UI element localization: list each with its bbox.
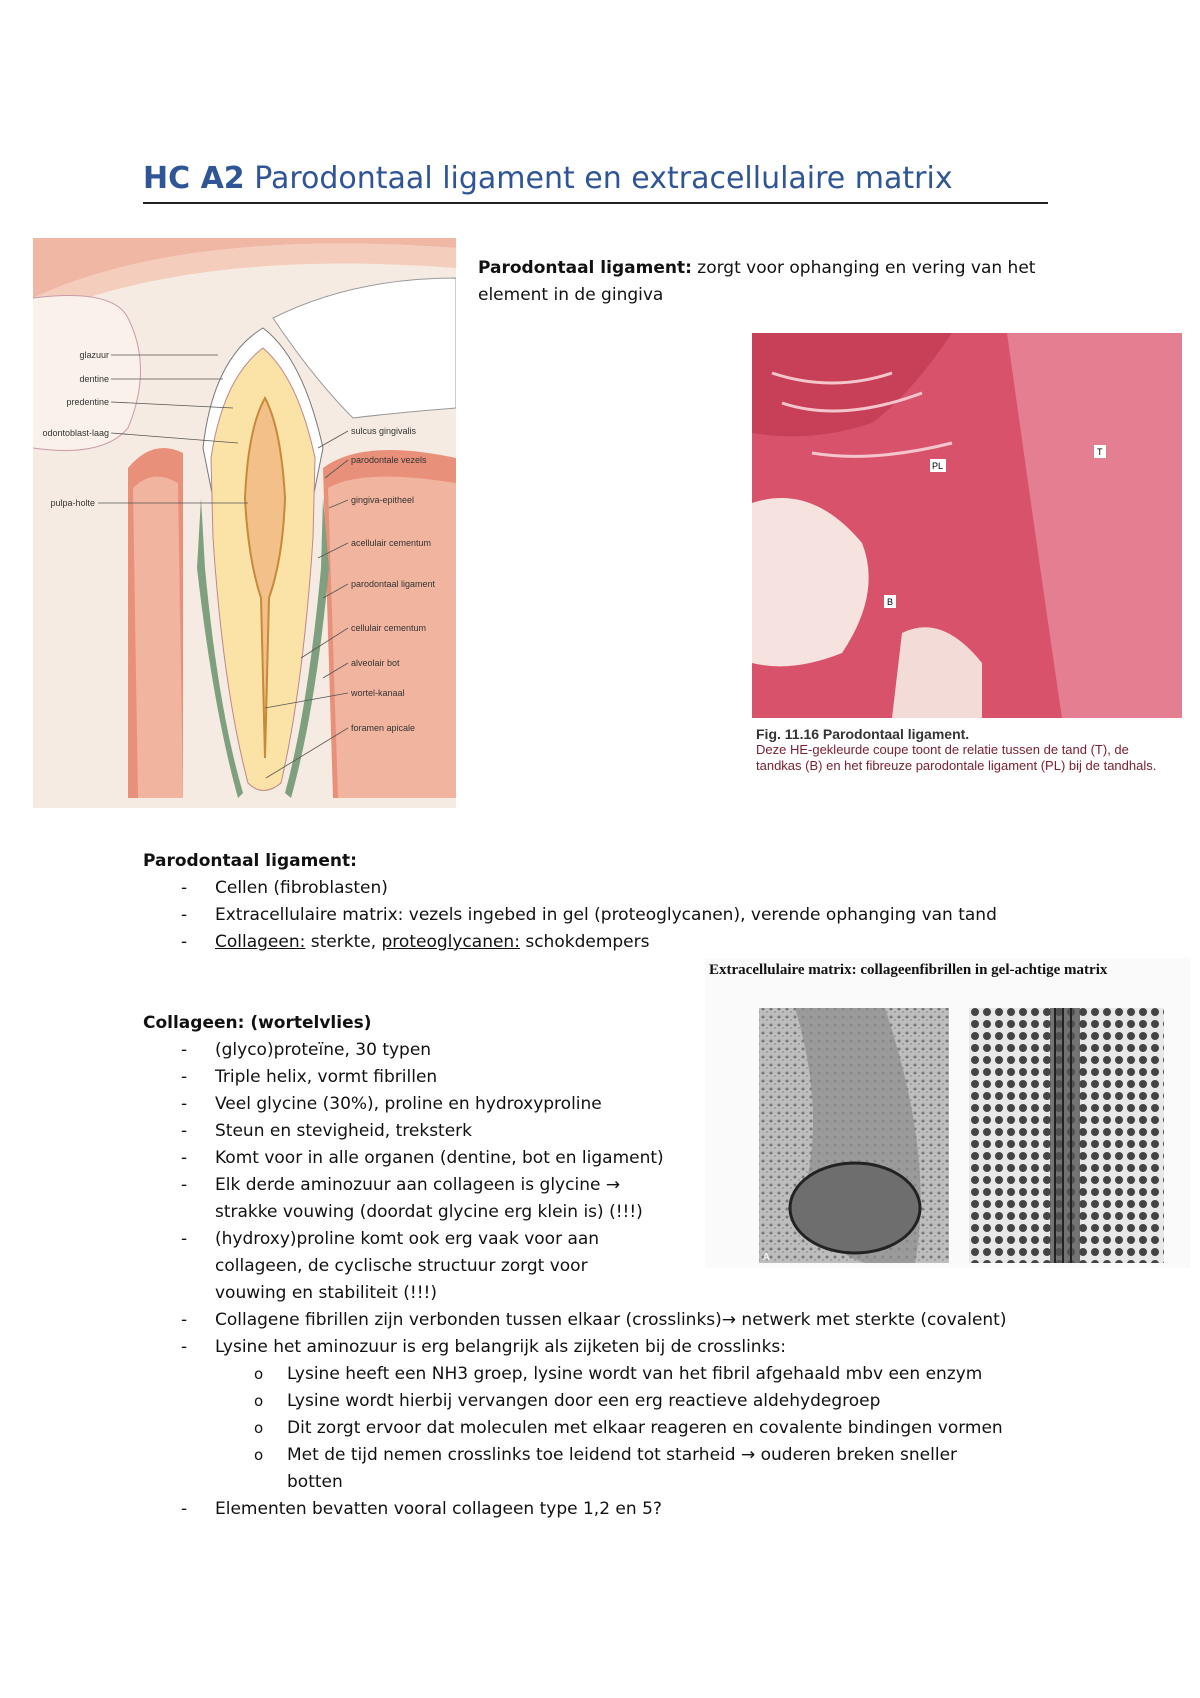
title-code: HC A2 <box>143 161 245 196</box>
list-item: - (hydroxy)proline komt ook erg vaak voor aan collageen, de cyclische structuur zorgt voor vouwing en stabiliteit (!!!) <box>143 1226 663 1307</box>
section1-heading: Parodontaal ligament: <box>143 851 357 871</box>
matrix-caption: Extracellulaire matrix: collageenfibrillen in gel-achtige matrix <box>709 962 1108 978</box>
section1-list <box>143 875 1043 956</box>
sub-list-item: o Dit zorgt ervoor dat moleculen met elkaar reageren en covalente bindingen vormen <box>143 1415 1143 1442</box>
section2-heading: Collageen: (wortelvlies) <box>143 1013 372 1033</box>
title-text: Parodontaal ligament en extracellulaire matrix <box>254 161 953 196</box>
label-gingiva-epitheel: gingiva-epitheel <box>351 495 415 505</box>
sub-list-item: o Met de tijd nemen crosslinks toe leidend tot starheid → ouderen breken sneller botten <box>143 1442 977 1496</box>
label-pulpaholte: pulpa-holte <box>50 498 95 508</box>
list-item: - Elementen bevatten vooral collageen type 1,2 en 5? <box>143 1496 1143 1523</box>
crosslink-sublist <box>215 1361 1143 1496</box>
list-item: - Steun en stevigheid, treksterk <box>143 1118 1143 1145</box>
label-glazuur: glazuur <box>79 350 109 360</box>
label-odontoblastlaag: odontoblast-laag <box>42 428 109 438</box>
section-collageen <box>143 1010 1143 1523</box>
intro-term: Parodontaal ligament: <box>478 258 692 278</box>
list-item: - Extracellulaire matrix: vezels ingebed in gel (proteoglycanen), verende ophanging van tand <box>143 902 1043 929</box>
histology-figure <box>752 333 1182 808</box>
underline-proteoglycanen: proteoglycanen: <box>381 932 520 952</box>
label-foramen-apicale: foramen apicale <box>351 723 416 733</box>
intro-paragraph <box>478 255 1048 309</box>
list-item: - Collageen: sterkte, proteoglycanen: schokdempers <box>143 929 1043 956</box>
list-item: - Elk derde aminozuur aan collageen is glycine → strakke vouwing (doordat glycine erg klein is) (!!!) <box>143 1172 663 1226</box>
histology-photo <box>752 333 1182 718</box>
list-item: - Komt voor in alle organen (dentine, bot en ligament) <box>143 1145 1143 1172</box>
histo-label-pl: PL <box>932 461 944 471</box>
histo-label-b: B <box>887 597 894 607</box>
list-item: - Lysine het aminozuur is erg belangrijk als zijketen bij de crosslinks: o Lysine heeft een NH3 groep, lysine wordt van het fibril afgehaald mbv een enzym o Lysine wordt hierbij vervangen door een erg reactieve aldehydegroep o Dit zorgt ervoor dat moleculen met elkaar reageren en covalente bindingen vormen o Met de tijd nemen crosslinks toe leidend tot starheid → ouderen breken sneller botten <box>143 1334 1143 1496</box>
section-parodontaal-ligament <box>143 848 1043 956</box>
underline-collageen: Collageen: <box>215 932 306 952</box>
label-dentine: dentine <box>79 374 109 384</box>
histo-label-t: T <box>1097 447 1103 457</box>
list-item: - Veel glycine (30%), proline en hydroxyproline <box>143 1091 1143 1118</box>
label-wortelkanaal: wortel-kanaal <box>351 688 405 698</box>
label-sulcus-gingivalis: sulcus gingivalis <box>351 426 417 436</box>
matrix-label-a: A <box>763 1252 770 1263</box>
label-alveolair-bot: alveolair bot <box>351 658 400 668</box>
histo-caption-title: Fig. 11.16 Parodontaal ligament. <box>756 726 970 742</box>
label-acellulair-cementum: acellulair cementum <box>351 538 432 548</box>
label-parodontale-vezels: parodontale vezels <box>351 455 427 465</box>
tooth-diagram <box>33 238 456 808</box>
sub-list-item: o Lysine heeft een NH3 groep, lysine wordt van het fibril afgehaald mbv een enzym <box>143 1361 1143 1388</box>
tooth-diagram-art <box>33 238 456 808</box>
label-cellulair-cementum: cellulair cementum <box>351 623 427 633</box>
section2-list <box>143 1037 1143 1523</box>
sub-list-item: o Lysine wordt hierbij vervangen door een erg reactieve aldehydegroep <box>143 1388 1143 1415</box>
intro-text: zorgt voor ophanging en vering van het element in de gingiva <box>478 258 1036 305</box>
histo-caption-text: Deze HE-gekleurde coupe toont de relatie tussen de tand (T), de tandkas (B) en het fibreuze parodontale ligament (PL) bij de tandhals. <box>756 742 1157 773</box>
page-title <box>143 160 1048 204</box>
list-item: - Cellen (fibroblasten) <box>143 875 1043 902</box>
list-item: - Triple helix, vormt fibrillen <box>143 1064 1143 1091</box>
list-item: - Collagene fibrillen zijn verbonden tussen elkaar (crosslinks)→ netwerk met sterkte (covalent) <box>143 1307 1143 1334</box>
list-item: - (glyco)proteïne, 30 typen <box>143 1037 1143 1064</box>
label-parodontaal-ligament: parodontaal ligament <box>351 579 436 589</box>
label-predentine: predentine <box>66 397 109 407</box>
